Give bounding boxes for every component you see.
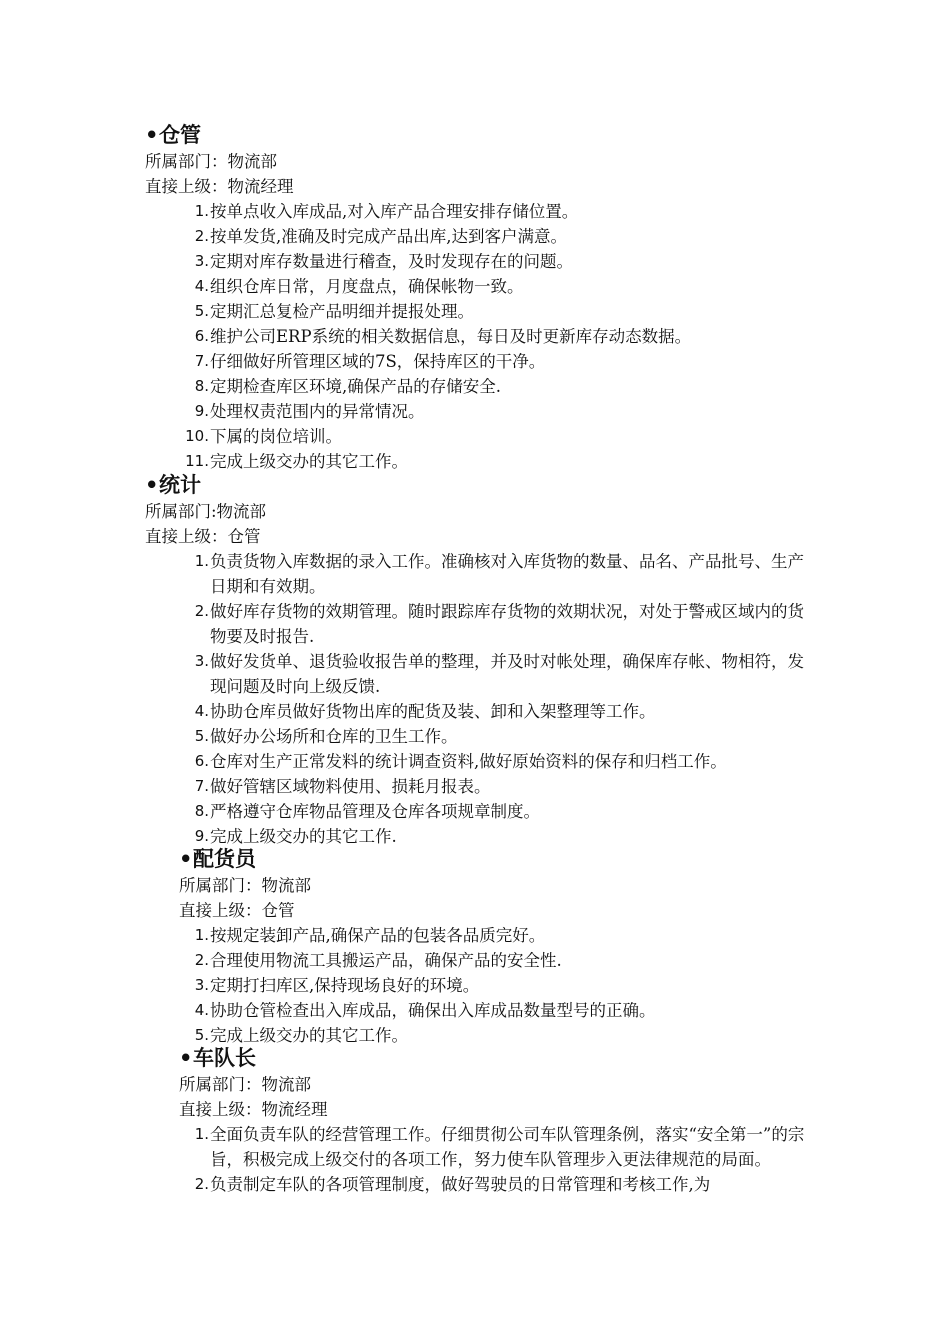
section-heading: •仓管 [145,123,201,147]
list-item: 1. 按单点收入库成品,对入库产品合理安排存储位置。 [194,202,579,221]
section-picker [179,845,799,1048]
list-item: 9. 处理权责范围内的异常情况。 [194,402,425,421]
list-item: 3. 定期对库存数量进行稽查，及时发现存在的问题。 [194,252,573,271]
list-item: 1. 负责货物入库数据的录入工作。准确核对入库货物的数量、品名、产品批号、生产日期和有效期。 [194,552,804,596]
list-item: 2. 按单发货,准确及时完成产品出库,达到客户满意。 [194,227,567,246]
list-item: 5. 完成上级交办的其它工作。 [194,1026,408,1045]
supervisor-line: 直接上级：物流经理 [145,177,294,196]
list-item: 8. 严格遵守仓库物品管理及仓库各项规章制度。 [194,802,540,821]
list-item: 4. 组织仓库日常，月度盘点，确保帐物一致。 [194,277,524,296]
list-item: 2. 合理使用物流工具搬运产品，确保产品的安全性. [194,951,562,970]
duty-list [179,199,799,474]
duty-list [179,1122,811,1197]
list-item: 3. 做好发货单、退货验收报告单的整理，并及时对帐处理，确保库存帐、物相符，发现问题及时向上级反馈. [194,652,804,696]
list-item: 1. 按规定装卸产品,确保产品的包装各品质完好。 [194,926,546,945]
list-item: 6. 仓库对生产正常发料的统计调查资料,做好原始资料的保存和归档工作。 [194,752,727,771]
supervisor-line: 直接上级：仓管 [179,901,295,920]
list-item: 7. 仔细做好所管理区域的7S，保持库区的干净。 [194,352,546,371]
department-line: 所属部门：物流部 [179,876,311,895]
section-statistics [145,471,811,849]
list-item: 3. 定期打扫库区,保持现场良好的环境。 [194,976,480,995]
list-item: 9. 完成上级交办的其它工作. [194,827,397,846]
section-warehouse-keeper [145,121,799,474]
supervisor-line: 直接上级：仓管 [145,527,261,546]
list-item: 10. 下属的岗位培训。 [185,427,342,446]
list-item: 4. 协助仓管检查出入库成品，确保出入库成品数量型号的正确。 [194,1001,656,1020]
section-heading: •统计 [145,473,201,497]
list-item: 11. 完成上级交办的其它工作。 [185,452,408,471]
list-item: 5. 定期汇总复检产品明细并提报处理。 [194,302,474,321]
list-item: 5. 做好办公场所和仓库的卫生工作。 [194,727,458,746]
list-item: 2. 做好库存货物的效期管理。随时跟踪库存货物的效期状况，对处于警戒区域内的货物要及时报告. [194,602,804,646]
department-line: 所属部门：物流部 [179,1075,311,1094]
list-item: 6. 维护公司ERP系统的相关数据信息，每日及时更新库存动态数据。 [194,327,692,346]
supervisor-line: 直接上级：物流经理 [179,1100,328,1119]
list-item: 1. 全面负责车队的经营管理工作。仔细贯彻公司车队管理条例，落实“安全第一”的宗旨，积极完成上级交付的各项工作，努力使车队管理步入更法律规范的局面。 [194,1125,805,1169]
duty-list [179,549,811,849]
section-fleet-captain [179,1044,811,1197]
duty-list [179,923,799,1048]
list-item: 8. 定期检查库区环境,确保产品的存储安全. [194,377,501,396]
section-heading: •车队长 [179,1046,256,1070]
department-line: 所属部门：物流部 [145,152,277,171]
department-line: 所属部门:物流部 [145,502,267,521]
list-item: 2. 负责制定车队的各项管理制度，做好驾驶员的日常管理和考核工作,为 [194,1175,711,1194]
section-heading: •配货员 [179,847,256,871]
list-item: 4. 协助仓库员做好货物出库的配货及装、卸和入架整理等工作。 [194,702,656,721]
list-item: 7. 做好管辖区域物料使用、损耗月报表。 [194,777,491,796]
